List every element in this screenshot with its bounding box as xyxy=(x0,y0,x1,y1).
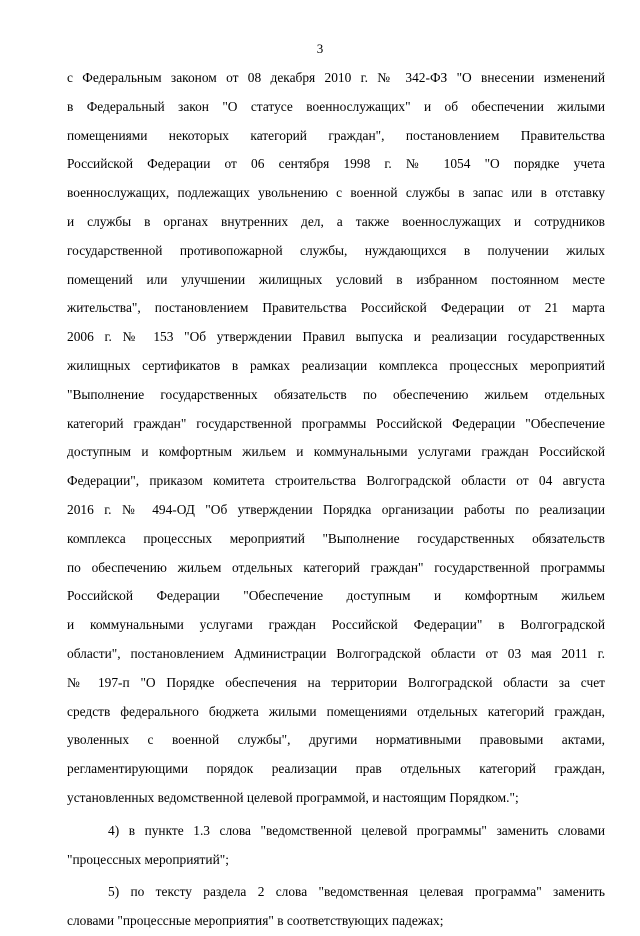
text-line: военнослужащих, подлежащих увольнению с военной службы в запас или в отставку xyxy=(67,185,605,201)
text-line: установленных ведомственной целевой программой, и настоящим Порядком."; xyxy=(67,789,519,805)
text-line: и коммунальными услугами граждан Российской Федерации" в Волгоградской xyxy=(67,617,605,633)
page-number: 3 xyxy=(316,41,324,56)
paragraph-item-4-line: 4) в пункте 1.3 слова "ведомственной целевой программы" заменить словами xyxy=(108,822,605,838)
text-line: Федерации", приказом комитета строительства Волгоградской области от 04 августа xyxy=(67,473,605,489)
text-line: жительства", постановлением Правительства Российской Федерации от 21 марта xyxy=(67,300,605,316)
text-line: уволенных с военной службы", другими нормативными правовыми актами, xyxy=(67,732,605,748)
text-line: помещений или улучшении жилищных условий в избранном постоянном месте xyxy=(67,271,605,287)
text-line: помещениями некоторых категорий граждан", постановлением Правительства xyxy=(67,127,605,143)
text-line: Российской Федерации от 06 сентября 1998 г. № 1054 "О порядке учета xyxy=(67,156,605,172)
paragraph-item-4-line: "процессных мероприятий"; xyxy=(67,851,229,867)
text-line: комплекса процессных мероприятий "Выполнение государственных обязательств xyxy=(67,530,605,546)
text-line: жилищных сертификатов в рамках реализации комплекса процессных мероприятий xyxy=(67,357,605,373)
text-line: с Федеральным законом от 08 декабря 2010 г. № 342-ФЗ "О внесении изменений xyxy=(67,70,605,85)
text-line: "Выполнение государственных обязательств по обеспечению жильем отдельных xyxy=(67,386,605,402)
text-line: области", постановлением Администрации Волгоградской области от 03 мая 2011 г. xyxy=(67,645,605,661)
text-line: 2006 г. № 153 "Об утверждении Правил выпуска и реализации государственных xyxy=(67,329,605,345)
paragraph-item-5-line: 5) по тексту раздела 2 слова "ведомственная целевая программа" заменить xyxy=(108,884,605,900)
text-line: категорий граждан" государственной программы Российской Федерации "Обеспечение xyxy=(67,415,605,431)
paragraph-item-5-line: словами "процессные мероприятия" в соответствующих падежах; xyxy=(67,913,444,929)
text-line: по обеспечению жильем отдельных категорий граждан" государственной программы xyxy=(67,559,605,575)
text-line: доступным и комфортным жильем и коммунальными услугами граждан Российской xyxy=(67,444,605,460)
text-line: регламентирующими порядок реализации прав отдельных категорий граждан, xyxy=(67,761,605,777)
text-line: № 197-п "О Порядке обеспечения на территории Волгоградской области за счет xyxy=(67,674,605,690)
text-line: государственной противопожарной службы, нуждающихся в получении жилых xyxy=(67,242,605,258)
document-body xyxy=(67,64,605,936)
text-line: в Федеральный закон "О статусе военнослужащих" и об обеспечении жилыми xyxy=(67,98,605,114)
text-line: и службы в органах внутренних дел, а также военнослужащих и сотрудников xyxy=(67,213,605,229)
text-line: Российской Федерации "Обеспечение доступным и комфортным жильем xyxy=(67,588,605,604)
text-line: 2016 г. № 494-ОД "Об утверждении Порядка организации работы по реализации xyxy=(67,501,605,517)
text-line: средств федерального бюджета жилыми помещениями отдельных категорий граждан, xyxy=(67,703,605,719)
